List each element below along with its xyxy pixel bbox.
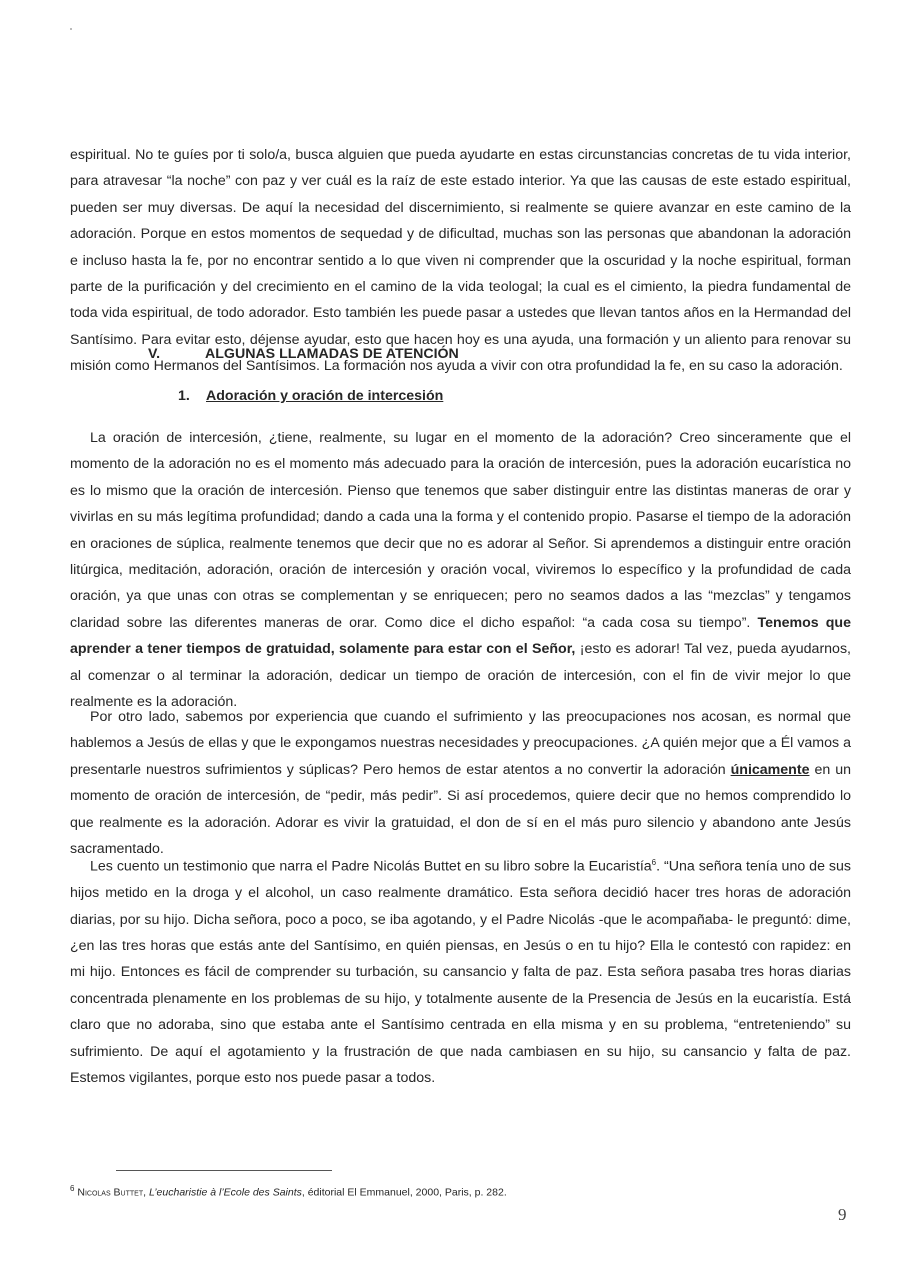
footnote-separator (116, 1170, 332, 1171)
section-title: ALGUNAS LLAMADAS DE ATENCIÓN (205, 346, 459, 362)
page-number: 9 (838, 1205, 847, 1224)
footnote-author: Nicolas Buttet (77, 1186, 144, 1199)
footnote-title: L’eucharistie à l’Ecole des Saints (148, 1186, 302, 1199)
paragraph-text: en un momento de oración de intercesión, de “pedir, más pedir”. Si así procedemos, quiere decir que no hemos comprendido lo que realmente es la adoración. Adorar es vivir la gratuidad, el don de sí en el más puro silencio y abandono ante Jesús sacramentado. (70, 761, 851, 858)
paragraph-text: ¡esto es adorar! Tal vez, pueda ayudarnos, al comenzar o al terminar la adoración, dedicar un tiempo de oración de intercesión, con el fin de vivir mejor lo que realmente es la adoración. (70, 641, 851, 711)
paragraph-suffering (70, 704, 851, 862)
section-number: V. (148, 346, 161, 362)
subsection-number: 1. (178, 388, 190, 404)
footnote: $^6$ Nicolas Buttet, L’eucharistie à l’Ecole des Saints, éditorial El Emmanuel, 2000, Paris, p. 282. (70, 1184, 507, 1199)
subsection-heading (178, 388, 443, 404)
paragraph-text: La oración de intercesión, ¿tiene, realmente, su lugar en el momento de la adoración? Creo sinceramente que el momento de la adoración no es el momento más adecuado para la oración de intercesión, pues la adoración eucarística no es lo mismo que la oración de intercesión. Pienso que tenemos que saber distinguir entre las distintas maneras de orar y vivirlas en su más legítima profundidad; dando a cada una la forma y el contenido propio. Pasarse el tiempo de la adoración en oraciones de súplica, realmente tenemos que decir que no es adorar al Señor. Si aprendemos a distinguir entre oración litúrgica, meditación, adoración, oración de intercesión y oración vocal, viviremos lo específico y la profundidad de cada oración, ya que unas con otras se complementan y se enriquecen; pero no seamos dados a las “mezclas” y tengamos claridad sobre las diferentes maneras de orar. Como dice el dicho español: “a cada cosa su tiempo”. (70, 430, 851, 631)
paragraph-intercession (70, 425, 851, 715)
bold-emphasis: Tenemos que aprender a tener tiempos de gratuidad, solamente para estar con el Señor, (70, 614, 851, 658)
scan-speck (70, 28, 72, 30)
paragraph-text: espiritual. No te guíes por ti solo/a, busca alguien que pueda ayudarte en estas circunstancias concretas de tu vida interior, para atravesar “la noche” con paz y ver cuál es la raíz de este estado interior. Ya que las causas de este estado espiritual, pueden ser muy diversas. De aquí la necesidad del discernimiento, si realmente se quiere avanzar en este camino de la adoración. Porque en estos momentos de sequedad y de dificultad, muchas son las personas que abandonan la adoración e incluso hasta la fe, por no encontrar sentido a lo que viven ni comprender que la oscuridad y la noche espiritual, forman parte de la purificación y del crecimiento en el camino de la vida teologal; la cual es el cimiento, la piedra fundamental de toda vida espiritual, de todo adorador. Esto también les puede pasar a ustedes que llevan tantos años en la Hermandad del Santísimo. Para evitar esto, déjense ayudar, esto que hacen hoy es una ayuda, una formación y un aliento para renovar su misión como Hermanos del Santísimos. La formación nos ayuda a vivir con otra profundidad la fe, en su caso la adoración. (70, 147, 851, 375)
paragraph-discernment (70, 142, 851, 380)
subsection-title: Adoración y oración de intercesión (206, 388, 444, 404)
bold-underlined-emphasis: únicamente (730, 761, 810, 778)
paragraph-text: Les cuento un testimonio que narra el Padre Nicolás Buttet en su libro sobre la Eucaristía (90, 858, 652, 875)
footnote-reference[interactable]: 6 (651, 858, 657, 867)
footnote-number: 6 (70, 1184, 75, 1193)
paragraph-text: Por otro lado, sabemos por experiencia que cuando el sufrimiento y las preocupaciones nos acosan, es normal que hablemos a Jesús de ellas y que le expongamos nuestras necesidades y preocupaciones. ¿A quién mejor que a Él vamos a presentarle nuestros sufrimientos y súplicas? Pero hemos de estar atentos a no convertir la adoración (70, 709, 851, 778)
section-heading (148, 346, 459, 362)
paragraph-text: . “Una señora tenía uno de sus hijos metido en la droga y el alcohol, un caso realmente dramático. Esta señora decidió hacer tres horas de adoración diarias, por su hijo. Dicha señora, poco a poco, se iba agotando, y el Padre Nicolás -que le acompañaba- le preguntó: dime, ¿en las tres horas que estás ante del Santísimo, en quién piensas, en Jesús o en tu hijo? Ella le contestó con rapidez: en mi hijo. Entonces es fácil de comprender su turbación, su cansancio y falta de paz. Esta señora pasaba tres horas diarias concentrada plenamente en los problemas de su hijo, y totalmente ausente de la Presencia de Jesús en la eucaristía. Está claro que no adoraba, sino que estaba ante el Santísimo centrada en ella misma y en su problema, “entreteniendo” su sufrimiento. De aquí el agotamiento y la frustración de que nada cambiasen en su hijo, su cansancio y falta de paz. Estemos vigilantes, porque esto nos puede pasar a todos. (70, 858, 851, 1086)
footnote-details: , éditorial El Emmanuel, 2000, Paris, p. 282. (301, 1186, 507, 1199)
paragraph-testimony (70, 850, 851, 1091)
